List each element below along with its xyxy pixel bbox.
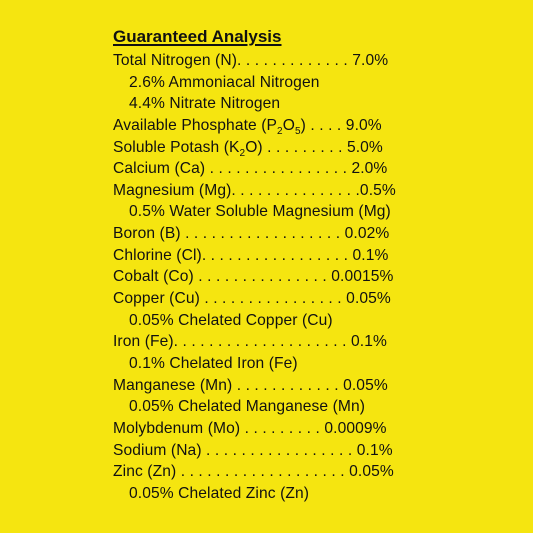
row-soluble-potash [113,137,443,159]
row-cobalt: Cobalt (Co) . . . . . . . . . . . . . . . 0.0015% [113,268,394,286]
phosphate-label-end: ) . . . . 9.0% [300,116,382,134]
row-ammoniacal-nitrogen: 2.6% Ammoniacal Nitrogen [129,73,320,91]
row-boron: Boron (B) . . . . . . . . . . . . . . . . . . 0.02% [113,225,390,243]
phosphate-subscript-2: 2 [277,126,283,138]
phosphate-label-mid: O [282,116,295,134]
phosphate-label-start: Available Phosphate (P [113,116,278,134]
row-sodium: Sodium (Na) . . . . . . . . . . . . . . . . . 0.1% [113,441,393,459]
guaranteed-analysis-panel [113,26,443,504]
row-total-nitrogen: Total Nitrogen (N). . . . . . . . . . . . . 7.0% [113,52,389,69]
potash-label-start: Soluble Potash (K [113,138,240,156]
potash-subscript-2: 2 [239,147,246,159]
page-title: Guaranteed Analysis [113,27,282,46]
row-magnesium: Magnesium (Mg). . . . . . . . . . . . . . .0.5% [113,181,396,199]
row-chlorine: Chlorine (Cl). . . . . . . . . . . . . . . . . 0.1% [113,246,389,264]
row-chelated-manganese: 0.05% Chelated Manganese (Mn) [129,398,366,416]
row-water-soluble-magnesium: 0.5% Water Soluble Magnesium (Mg) [129,203,391,221]
row-zinc: Zinc (Zn) . . . . . . . . . . . . . . . . . . . 0.05% [113,463,394,481]
row-available-phosphate [113,115,443,137]
row-manganese: Manganese (Mn) . . . . . . . . . . . . 0.05% [113,376,388,394]
row-chelated-zinc: 0.05% Chelated Zinc (Zn) [129,484,310,502]
row-chelated-copper: 0.05% Chelated Copper (Cu) [129,311,333,329]
row-nitrate-nitrogen: 4.4% Nitrate Nitrogen [129,95,281,113]
row-molybdenum: Molybdenum (Mo) . . . . . . . . . 0.0009% [113,419,387,437]
row-calcium: Calcium (Ca) . . . . . . . . . . . . . . . . 2.0% [113,160,388,178]
potash-label-end: O) . . . . . . . . . 5.0% [245,138,383,156]
row-iron: Iron (Fe). . . . . . . . . . . . . . . . . . . . 0.1% [113,333,387,351]
row-copper: Copper (Cu) . . . . . . . . . . . . . . . . 0.05% [113,290,391,308]
phosphate-subscript-5: 5 [294,126,301,138]
row-chelated-iron: 0.1% Chelated Iron (Fe) [129,354,298,372]
